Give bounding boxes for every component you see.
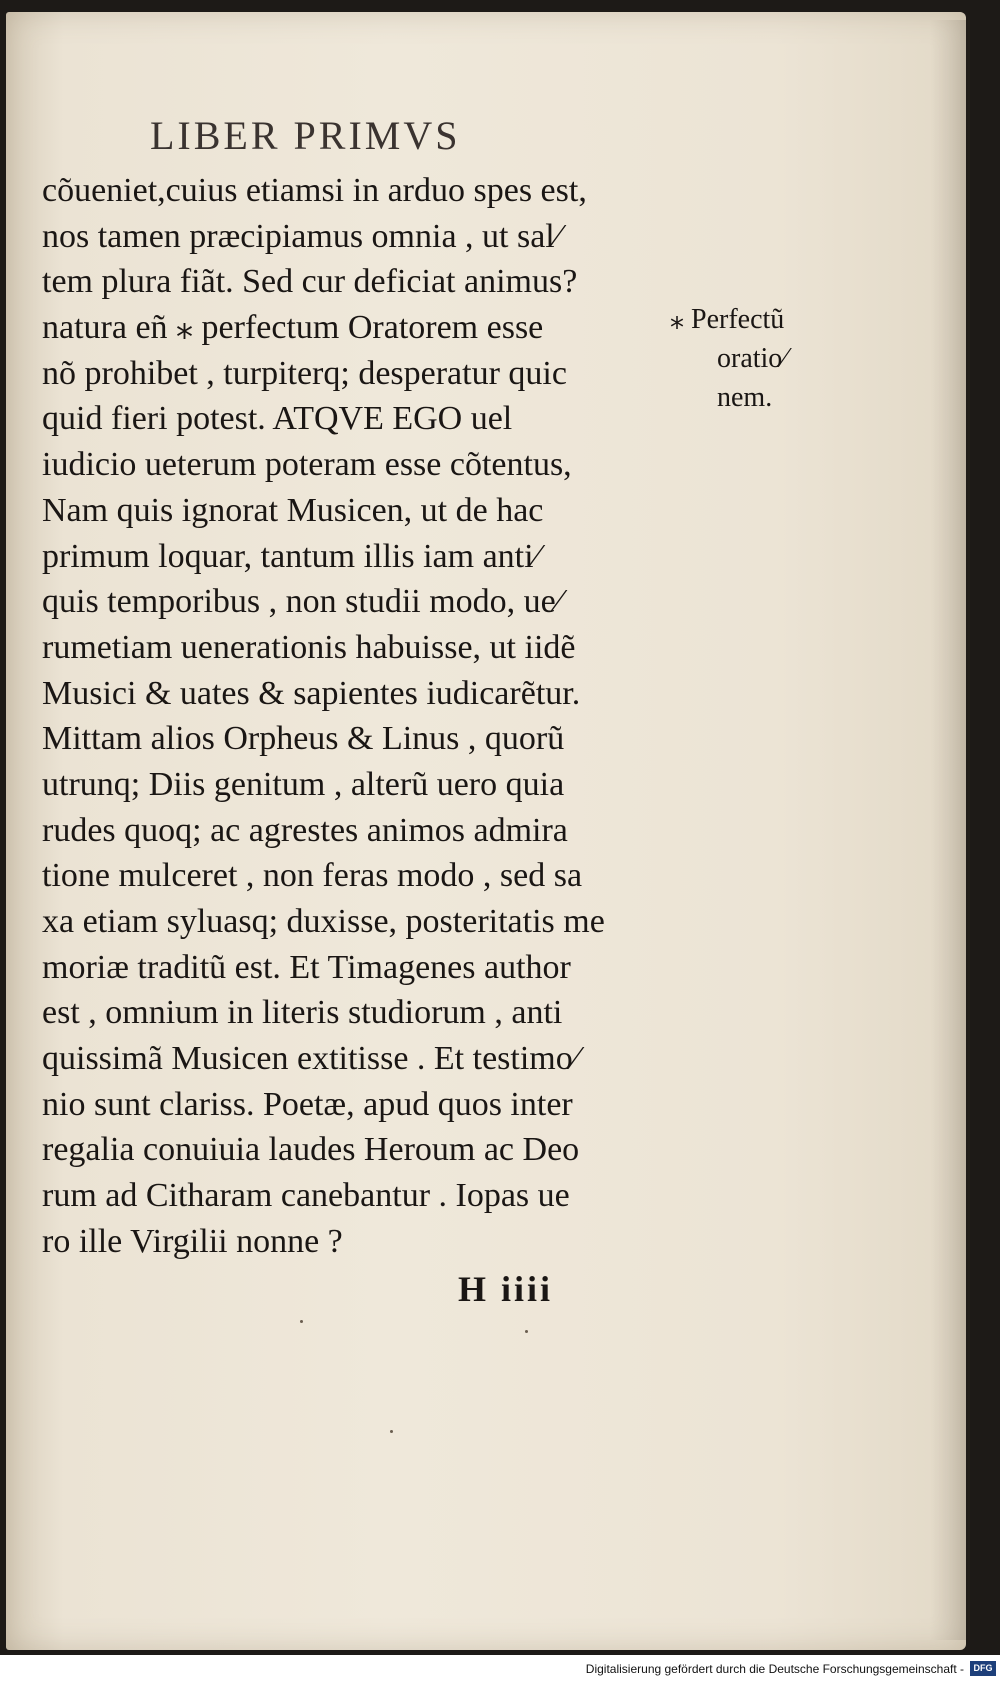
text-line: nõ prohibet , turpiterq; desperatur quic — [42, 354, 567, 392]
text-line: quid fieri potest. ATQVE EGO uel — [42, 400, 513, 438]
text-line: Mittam alios Orpheus & Linus , quorũ — [42, 720, 565, 758]
text-line: Nam quis ignorat Musicen, ut de hac — [42, 491, 544, 529]
text-line: rumetiam uenerationis habuisse, ut iidẽ — [42, 628, 576, 666]
text-line: tem plura fiãt. Sed cur deficiat animus? — [42, 263, 578, 301]
text-line: tione mulceret , non feras modo , sed sa — [42, 857, 583, 895]
text-line: quis temporibus , non studii modo, ue⁄ — [42, 583, 562, 621]
text-line: nio sunt clariss. Poetæ, apud quos inter — [42, 1085, 573, 1123]
body-text — [42, 168, 682, 1265]
text-line: nos tamen præcipiamus omnia , ut sal⁄ — [42, 217, 561, 255]
text-line: iudicio ueterum poteram esse cõtentus, — [42, 446, 572, 484]
text-line: Musici & uates & sapientes iudicarẽtur. — [42, 674, 581, 712]
text-line: ro ille Virgilii nonne ? — [42, 1222, 343, 1260]
text-line: rudes quoq; ac agrestes animos admira — [42, 811, 568, 849]
text-line: primum loquar, tantum illis iam anti⁄ — [42, 537, 540, 575]
marginal-note — [670, 300, 787, 417]
marginal-note-line: oratio⁄ — [717, 343, 787, 374]
marginal-note-line: nem. — [717, 382, 773, 413]
paper-speck — [525, 1330, 528, 1333]
text-line: est , omnium in literis studiorum , anti — [42, 994, 563, 1032]
text-line: xa etiam syluasq; duxisse, posteritatis me — [42, 903, 605, 940]
marginal-note-line: ⁎ Perfectũ — [670, 304, 785, 335]
text-line: regalia conuiuia laudes Heroum ac Deo — [42, 1131, 580, 1169]
text-line: utrunq; Diis genitum , alterũ uero quia — [42, 765, 565, 803]
text-line: moriæ traditũ est. Et Timagenes author — [42, 948, 571, 986]
footer-credit: Digitalisierung gefördert durch die Deutsche Forschungsgemeinschaft - — [585, 1662, 964, 1676]
paper-speck — [390, 1430, 393, 1433]
text-line: natura eñ ⁎ perfectum Oratorem esse — [42, 309, 544, 347]
page-edge-shadow — [930, 20, 970, 1640]
dfg-logo: DFG — [970, 1661, 996, 1676]
text-line: quissimã Musicen extitisse . Et testimo⁄ — [42, 1040, 579, 1078]
signature-mark: H iiii — [458, 1269, 554, 1309]
running-title: LIBER PRIMVS — [150, 113, 461, 158]
text-line: cõueniet,cuius etiamsi in arduo spes est, — [42, 172, 587, 209]
text-line: rum ad Citharam canebantur . Iopas ue — [42, 1177, 570, 1215]
paper-speck — [300, 1320, 303, 1323]
footer-bar — [0, 1658, 1000, 1684]
